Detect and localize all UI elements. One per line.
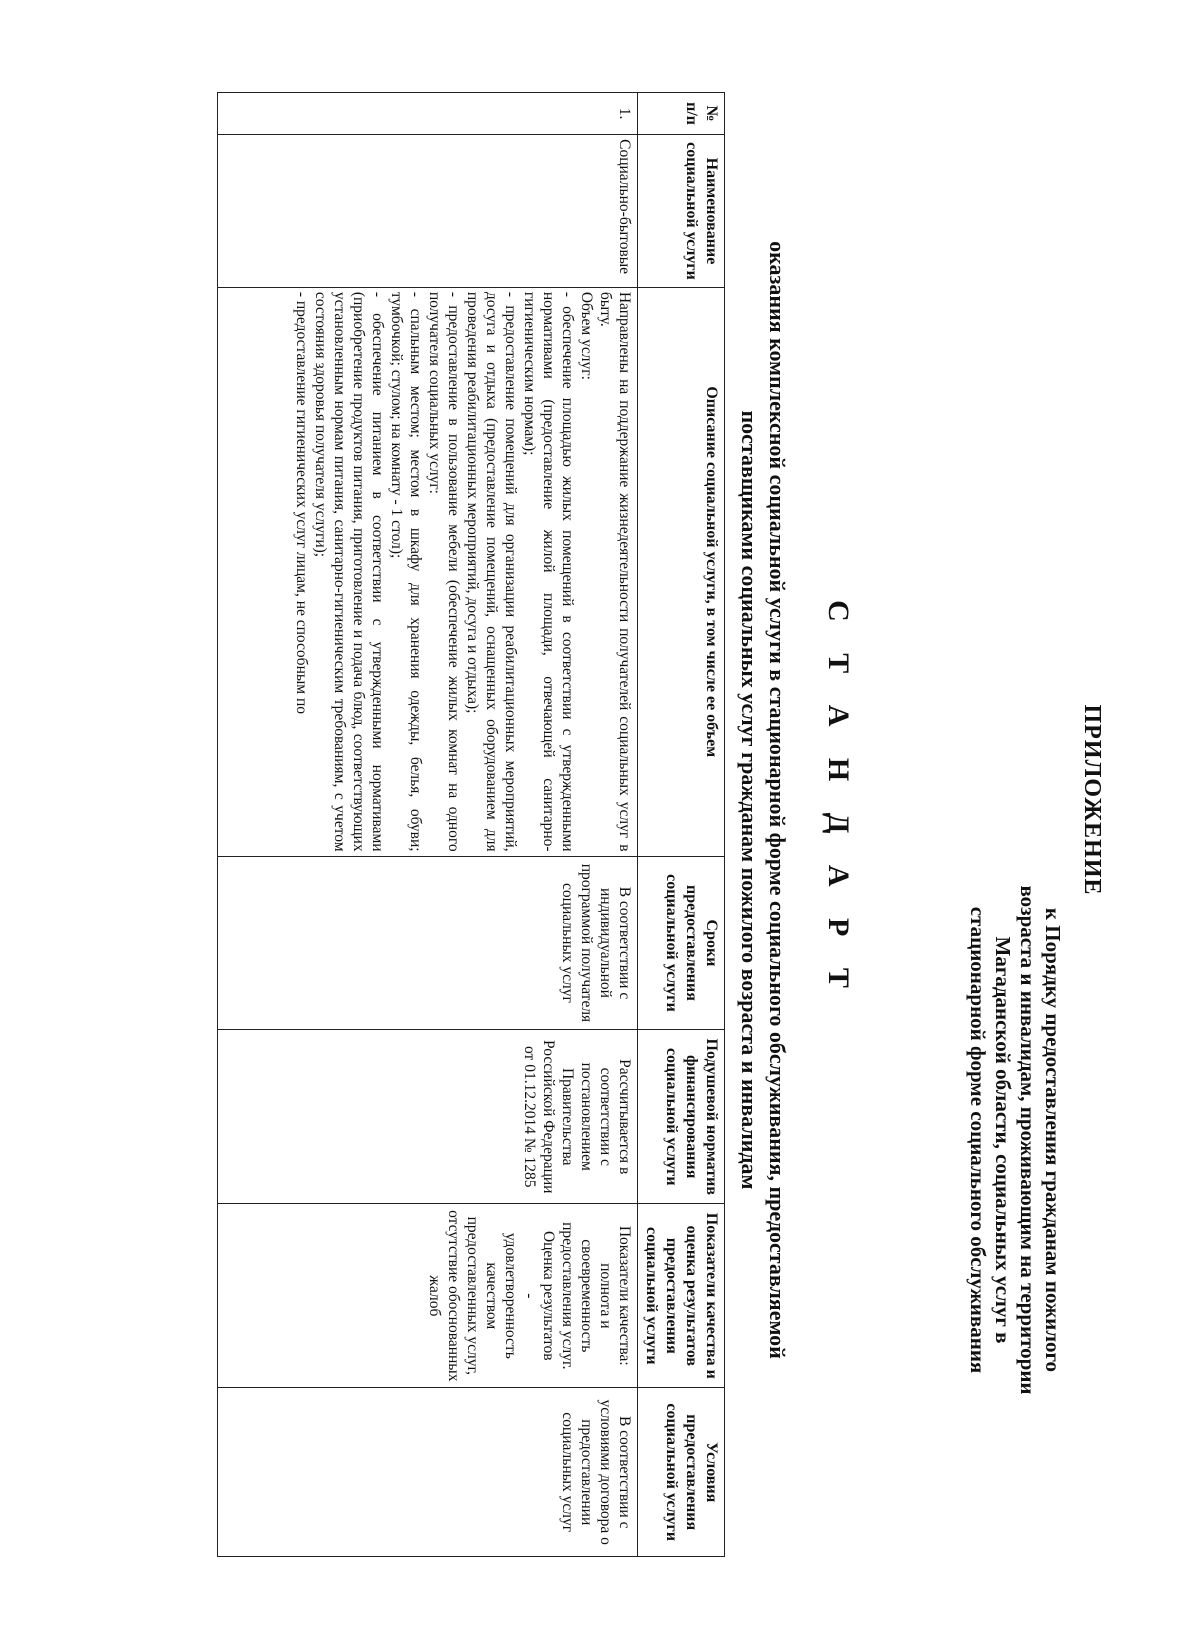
row-conditions: В соответствии с условиями договора о предоставлении социальных услуг (218, 1388, 638, 1557)
description-line: Объем услуг: (578, 291, 595, 380)
description-line: - предоставление гигиенических услуг лицам, не способным по (293, 291, 310, 715)
row-norm: Рассчитывается в соответствии с постановлением Правительства Российской Федерации от 01.12.2014 № 1285 (218, 1030, 638, 1204)
header-num: № п/п (638, 93, 725, 135)
description-line: - обеспечение питанием в соответствии с утвержденными нормативами (приобретение продуктов питания, приготовление и подача блюд, соответствующих установленным нормам питания, санитарно-гигиеническим требованиям, с учетом состояния здоровья получателя услуги); (312, 291, 386, 852)
description-line: - обеспечение площадью жилых помещений в соответствии с утвержденными нормативами (предоставление жилой площади, отвечающей санитарно-гигиеническим нормам); (521, 291, 576, 852)
appendix-block (965, 60, 1105, 1540)
quality-line: Оценка результатов (540, 1230, 557, 1361)
appendix-line-2: возраста и инвалидам, проживающим на территории (1016, 885, 1040, 1395)
row-num: 1. (218, 93, 638, 135)
row-description (218, 287, 638, 856)
appendix-line-3: Магаданской области, социальных услуг в (991, 936, 1015, 1344)
appendix-title: ПРИЛОЖЕНИЕ (1079, 704, 1105, 896)
header-conditions: Условия предоставления социальной услуги (638, 1388, 725, 1557)
standard-table (217, 92, 725, 1557)
quality-line: - (521, 1293, 538, 1299)
row-terms: В соответствии с индивидуальной программой получателя социальных услуг (218, 856, 638, 1030)
table-header-row (638, 93, 725, 1557)
standard-subtitle-1: оказания комплексной социальной услуги в стационарной форме социального обслуживания, предоставляемой (765, 241, 790, 1359)
standard-title: С Т А Н Д А Р Т (822, 600, 855, 1000)
row-name: Социально-бытовые (218, 135, 638, 288)
row-quality (218, 1204, 638, 1388)
table-row (218, 93, 638, 1557)
header-name: Наименование социальной услуги (638, 135, 725, 288)
appendix-line-1: к Порядку предоставления гражданам пожилого (1041, 907, 1065, 1373)
description-line: - спальным местом; местом в шкафу для хранения одежды, белья, обуви; тумбочкой; стулом; на комнату - 1 стол); (388, 291, 424, 852)
description-line: Направлены на поддержание жизнедеятельности получателей социальных услуг в быту. (597, 291, 633, 852)
header-quality: Показатели качества и оценка результатов предоставления социальной услуги (638, 1204, 725, 1388)
appendix-line-4: стационарной форме социального обслуживания (966, 906, 990, 1374)
header-terms: Сроки предоставления социальной услуги (638, 856, 725, 1030)
quality-line: полнота и своевременность предоставления услуг. (559, 1222, 614, 1370)
header-description: Описание социальной услуги, в том числе ее объем (638, 287, 725, 856)
standard-block (735, 60, 855, 1540)
quality-line: Показатели качества: (616, 1225, 633, 1366)
description-line: - предоставление в пользование мебели (обеспечение жилых комнат на одного получателя социальных услуг: (426, 291, 462, 852)
standard-subtitle-2: поставщиками социальных услуг гражданам пожилого возраста и инвалидам (737, 410, 762, 1190)
quality-line: удовлетворенность качеством предоставленных услуг, отсутствие обоснованных жалоб (426, 1210, 519, 1382)
description-line: - предоставление помещений для организации реабилитационных мероприятий, досуга и отдыха (предоставление помещений, оснащенных оборудованием для проведения реабилитационных мероприятий, досуга и отдыха); (464, 291, 519, 852)
header-norm: Подушевой норматив финансирования социальной услуги (638, 1030, 725, 1204)
